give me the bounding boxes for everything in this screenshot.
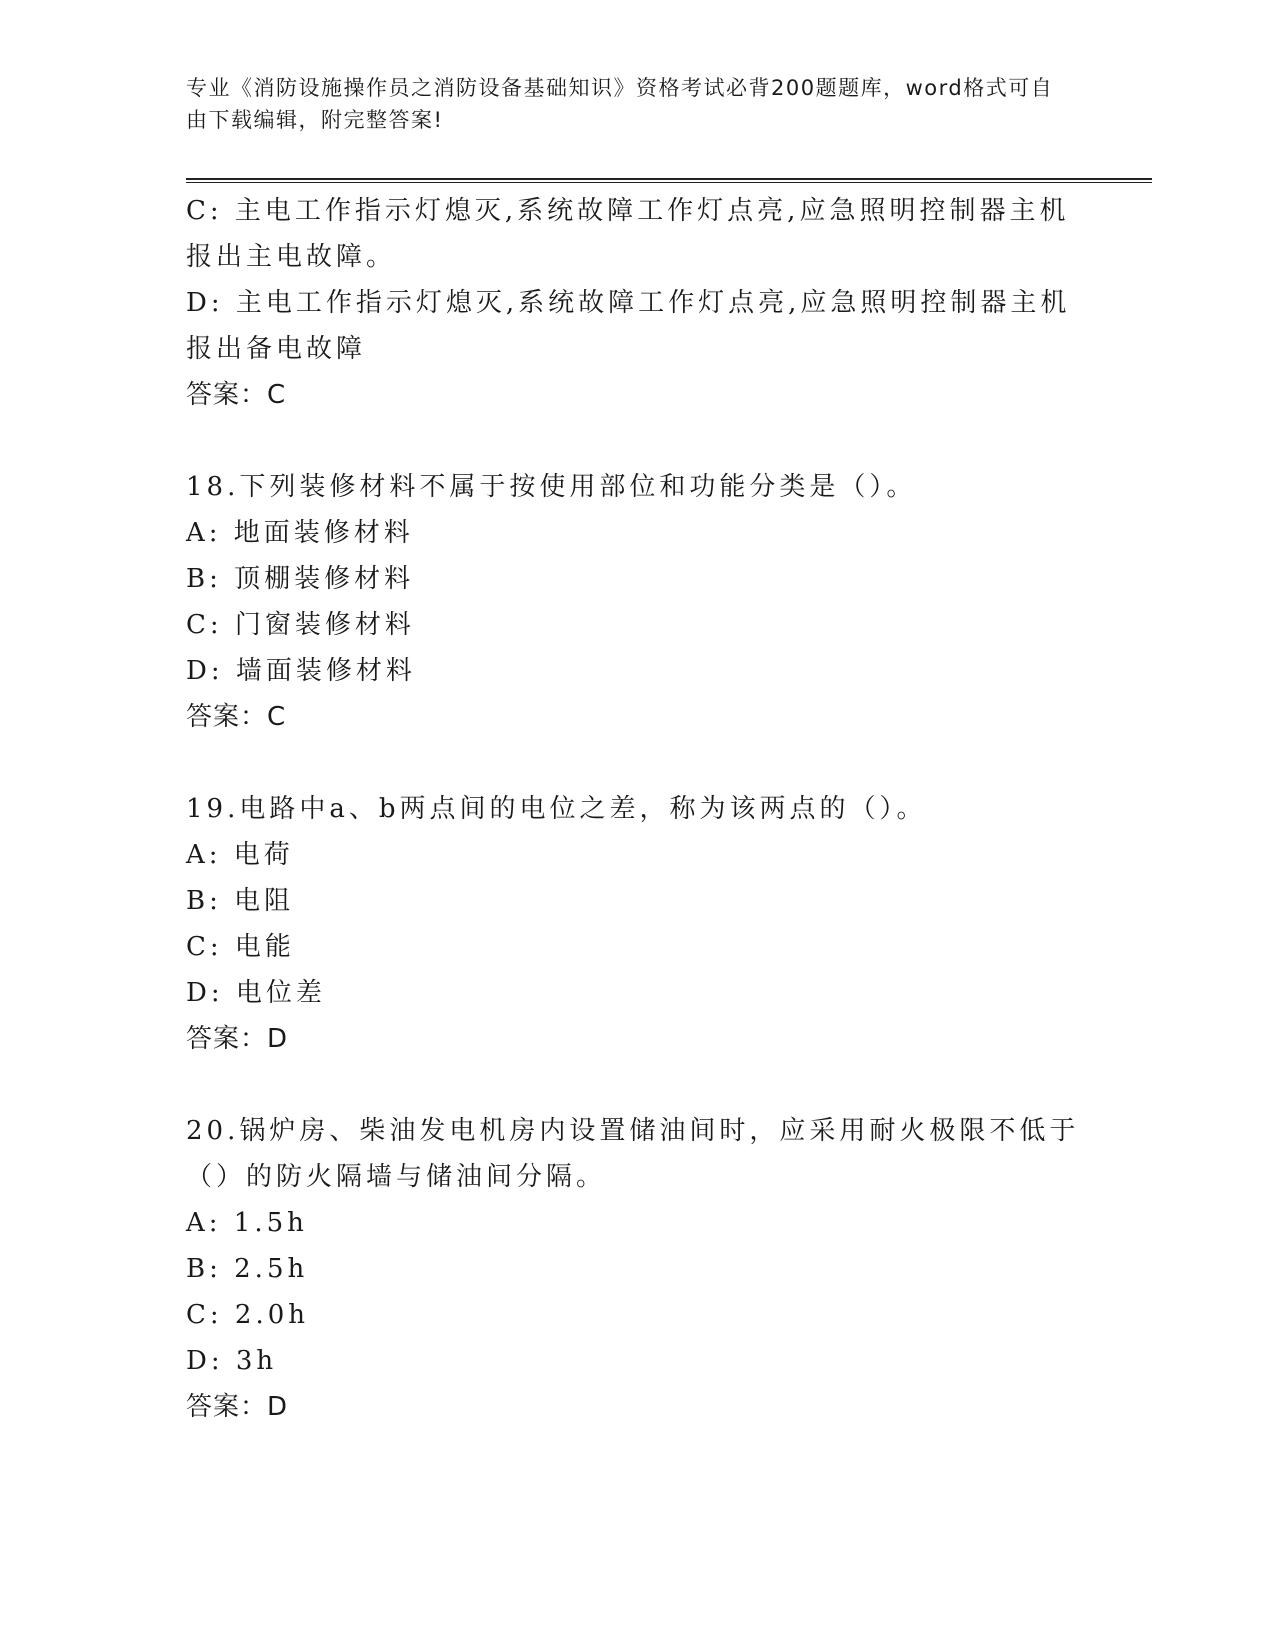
question-stem: 20.锅炉房、柴油发电机房内设置储油间时，应采用耐火极限不低于（）的防火隔墙与储油间分隔。 [186, 1116, 1080, 1192]
option-a: A: 电荷 [186, 840, 294, 870]
option-a: A: 1.5h [186, 1208, 308, 1238]
spacer [186, 740, 1086, 786]
option-c: C: 电能 [186, 932, 295, 962]
spacer [186, 1062, 1086, 1108]
answer: 答案：D [186, 1024, 289, 1054]
document-body [186, 188, 1086, 1430]
option-b: B: 2.5h [186, 1254, 309, 1284]
answer: 答案：C [186, 380, 287, 410]
answer: 答案：D [186, 1392, 289, 1422]
option-d: D: 主电工作指示灯熄灭,系统故障工作灯点亮,应急照明控制器主机报出备电故障 [186, 288, 1071, 364]
question-19 [186, 786, 1086, 1062]
option-c: C: 主电工作指示灯熄灭,系统故障工作灯点亮,应急照明控制器主机报出主电故障。 [186, 196, 1070, 272]
question-18 [186, 464, 1086, 740]
option-b: B: 顶棚装修材料 [186, 564, 415, 594]
option-c: C: 门窗装修材料 [186, 610, 415, 640]
question-17-continuation [186, 188, 1086, 418]
option-d: D: 3h [186, 1346, 278, 1376]
question-stem: 19.电路中a、b两点间的电位之差，称为该两点的（）。 [186, 794, 927, 824]
spacer [186, 418, 1086, 464]
answer: 答案：C [186, 702, 287, 732]
option-d: D: 墙面装修材料 [186, 656, 416, 686]
header-divider [186, 178, 1152, 183]
question-stem: 18.下列装修材料不属于按使用部位和功能分类是（）。 [186, 472, 917, 502]
question-20 [186, 1108, 1086, 1430]
option-a: A: 地面装修材料 [186, 518, 414, 548]
document-header: 专业《消防设施操作员之消防设备基础知识》资格考试必背200题题库，word格式可自由下载编辑，附完整答案! [186, 76, 1054, 132]
option-b: B: 电阻 [186, 886, 295, 916]
option-c: C: 2.0h [186, 1300, 310, 1330]
option-d: D: 电位差 [186, 978, 326, 1008]
